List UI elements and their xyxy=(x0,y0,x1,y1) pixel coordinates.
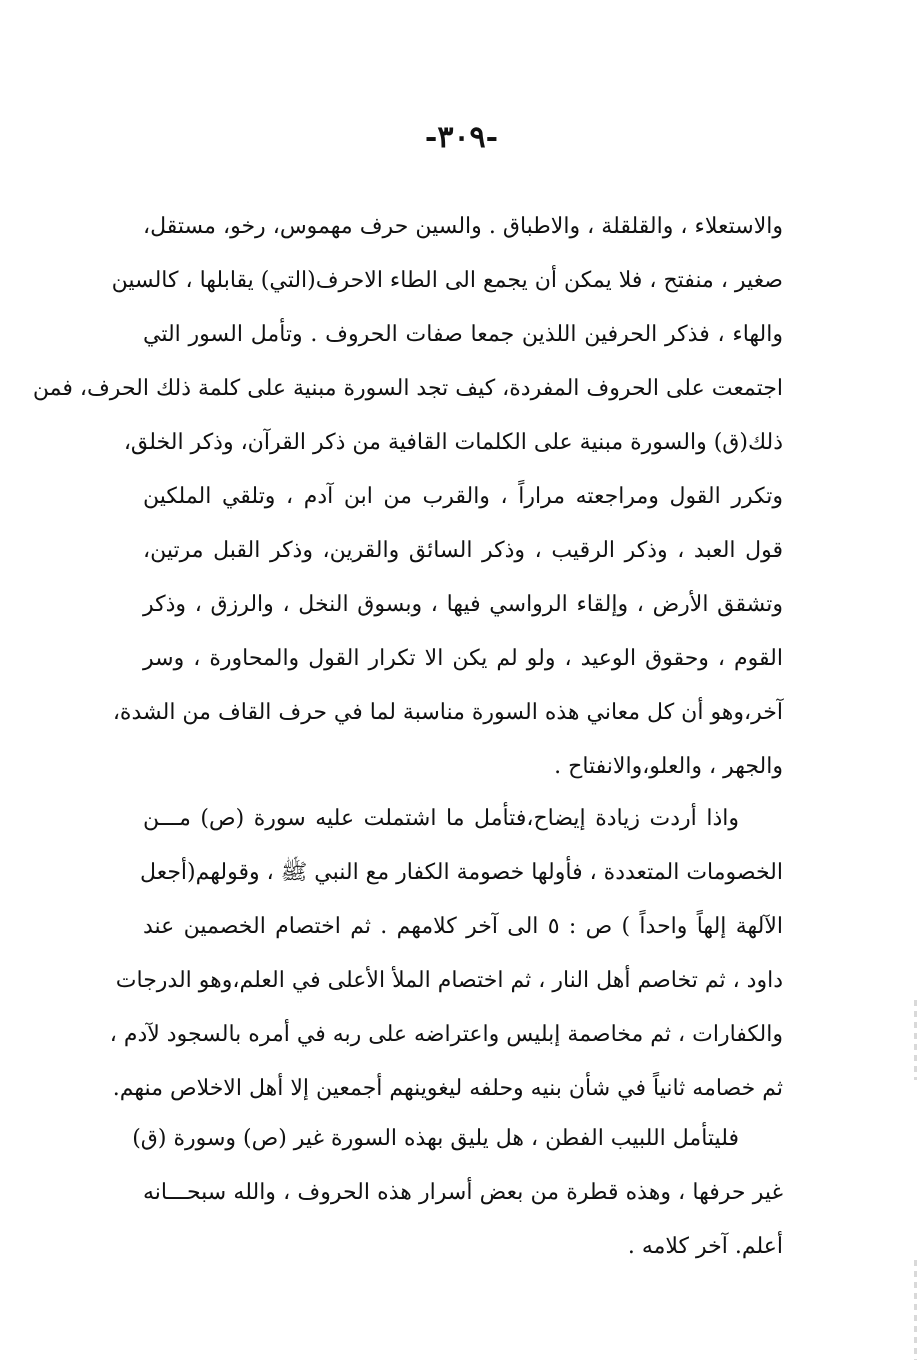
text-line: وتشقق الأرض ، وإلقاء الرواسي فيها ، وبسوق النخل ، والرزق ، وذكر xyxy=(143,592,783,617)
text-line: قول العبد ، وذكر الرقيب ، وذكر السائق والقرين، وذكر القبل مرتين، xyxy=(143,538,783,563)
text-line: ثم خصامه ثانياً في شأن بنيه وحلفه ليغوينهم أجمعين إلا أهل الاخلاص منهم. xyxy=(112,1076,783,1101)
scan-edge-mark xyxy=(914,1260,917,1360)
scan-edge-mark xyxy=(914,1000,917,1080)
text-line: فليتأمل اللبيب الفطن ، هل يليق بهذه السورة غير (ص) وسورة (ق) xyxy=(132,1126,739,1151)
paragraph-3 xyxy=(132,1112,783,1274)
text-line: صغير ، منفتح ، فلا يمكن أن يجمع الى الطاء الاحرف(التي) يقابلها ، كالسين xyxy=(111,268,783,293)
page-number: -٣٠٩- xyxy=(424,120,499,155)
text-line: داود ، ثم تخاصم أهل النار ، ثم اختصام الملأ الأعلى في العلم،وهو الدرجات xyxy=(115,968,783,993)
text-line: والكفارات ، ثم مخاصمة إبليس واعتراضه على ربه في أمره بالسجود لآدم ، xyxy=(109,1022,783,1047)
text-line: وتكرر القول ومراجعته مراراً ، والقرب من ابن آدم ، وتلقي الملكين xyxy=(143,484,783,509)
text-line: آخر،وهو أن كل معاني هذه السورة مناسبة لما في حرف القاف من الشدة، xyxy=(112,700,783,725)
text-line: غير حرفها ، وهذه قطرة من بعض أسرار هذه الحروف ، والله سبحـــانه xyxy=(143,1180,783,1205)
text-line: ذلك(ق) والسورة مبنية على الكلمات القافية من ذكر القرآن، وذكر الخلق، xyxy=(123,430,783,455)
text-line: الآلهة إلهاً واحداً ) ص : ٥ الى آخر كلامهم . ثم اختصام الخصمين عند xyxy=(143,914,784,939)
text-line: اجتمعت على الحروف المفردة، كيف تجد السورة مبنية على كلمة ذلك الحرف، فمن xyxy=(32,376,783,401)
text-line: والاستعلاء ، والقلقلة ، والاطباق . والسين حرف مهموس، رخو، مستقل، xyxy=(143,214,783,239)
text-line: واذا أردت زيادة إيضاح،فتأمل ما اشتملت عليه سورة (ص) مـــن xyxy=(143,806,739,831)
text-line: والجهر ، والعلو،والانفتاح . xyxy=(554,754,783,779)
text-line: الخصومات المتعددة ، فأولها خصومة الكفار مع النبي ﷺ ، وقولهم(أجعل xyxy=(140,860,783,885)
paragraph-2 xyxy=(109,792,784,1116)
text-line: أعلم. آخر كلامه . xyxy=(627,1234,783,1259)
text-line: والهاء ، فذكر الحرفين اللذين جمعا صفات الحروف . وتأمل السور التي xyxy=(143,322,783,347)
text-line: القوم ، وحقوق الوعيد ، ولو لم يكن الا تكرار القول والمحاورة ، وسر xyxy=(143,646,783,671)
paragraph-1 xyxy=(32,200,783,794)
